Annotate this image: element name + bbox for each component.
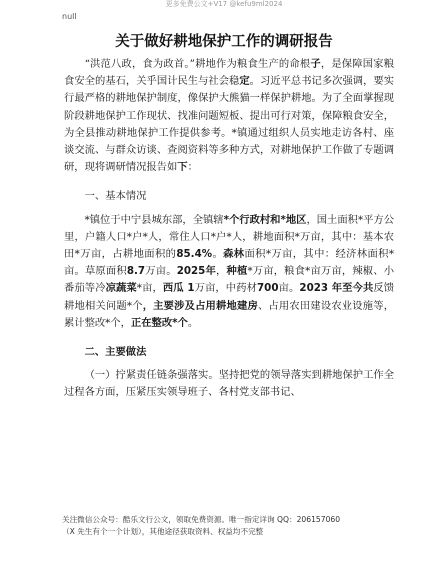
footer-line-1: 关注微信公众号：酷乐文行公文，领取免费资源。唯一指定详询 QQ：206157060 [62,515,341,524]
footer-line-2: （X 先生有个一个计划），其他途径获取资料、权益均不完整 [62,527,264,536]
practices-paragraph: （一）拧紧责任链条强落实。坚持把党的领导落实到耕地保护工作全过程各方面，压紧压实领导班子、各村党支部书记、 [64,369,394,399]
footer-notice [62,514,392,538]
intro-paragraph: “洪范八政，食为政首。”耕地作为粮食生产的命根子，是保障国家粮食安全的基石，关乎国计民生与社会稳定。习近平总书记多次强调，要实行最严格的耕地保护制度，像保护大熊猫一样保护耕地。为了全面掌握现阶段耕地保护工作现状、找准问题短板、提出可行对策，保障粮食安全，为全县推动耕地保护工作提供参考。*镇通过组织人员实地走访各村、座谈交流、与群众访谈、查阅资料等多种方式，对耕地保护工作做了专题调研，现将调研情况报告如下： [64,58,395,174]
watermark-text: 更多免费公文+V17 @kefu9ml2024 [165,0,283,8]
basic-info-paragraph: *镇位于中宁县城东部，全镇辖*个行政村和*地区，国土面积*平方公里，户籍人口*户*人，常住人口*户*人，耕地面积*万亩，其中：基本农田*万亩，占耕地面积的85.4%。森林面积*万亩，其中：经济林面积*亩。草原面积8.7万亩。2025年，种植*万亩，粮食*亩万亩，辣椒、小番茄等冷凉蔬菜*亩，西瓜 1万亩，中药材700亩。2023 年至今共反馈耕地相关问题*个，主要涉及占用耕地建房、占用农田建设农业设施等，累计整改*个，正在整改*个。 [64,213,395,329]
section-heading-practices: 二、主要做法 [84,346,147,359]
section-heading-basic: 一、基本情况 [84,190,147,203]
null-label: null [62,12,77,21]
document-body [64,56,394,402]
document-title: 关于做好耕地保护工作的调研报告 [115,34,333,50]
